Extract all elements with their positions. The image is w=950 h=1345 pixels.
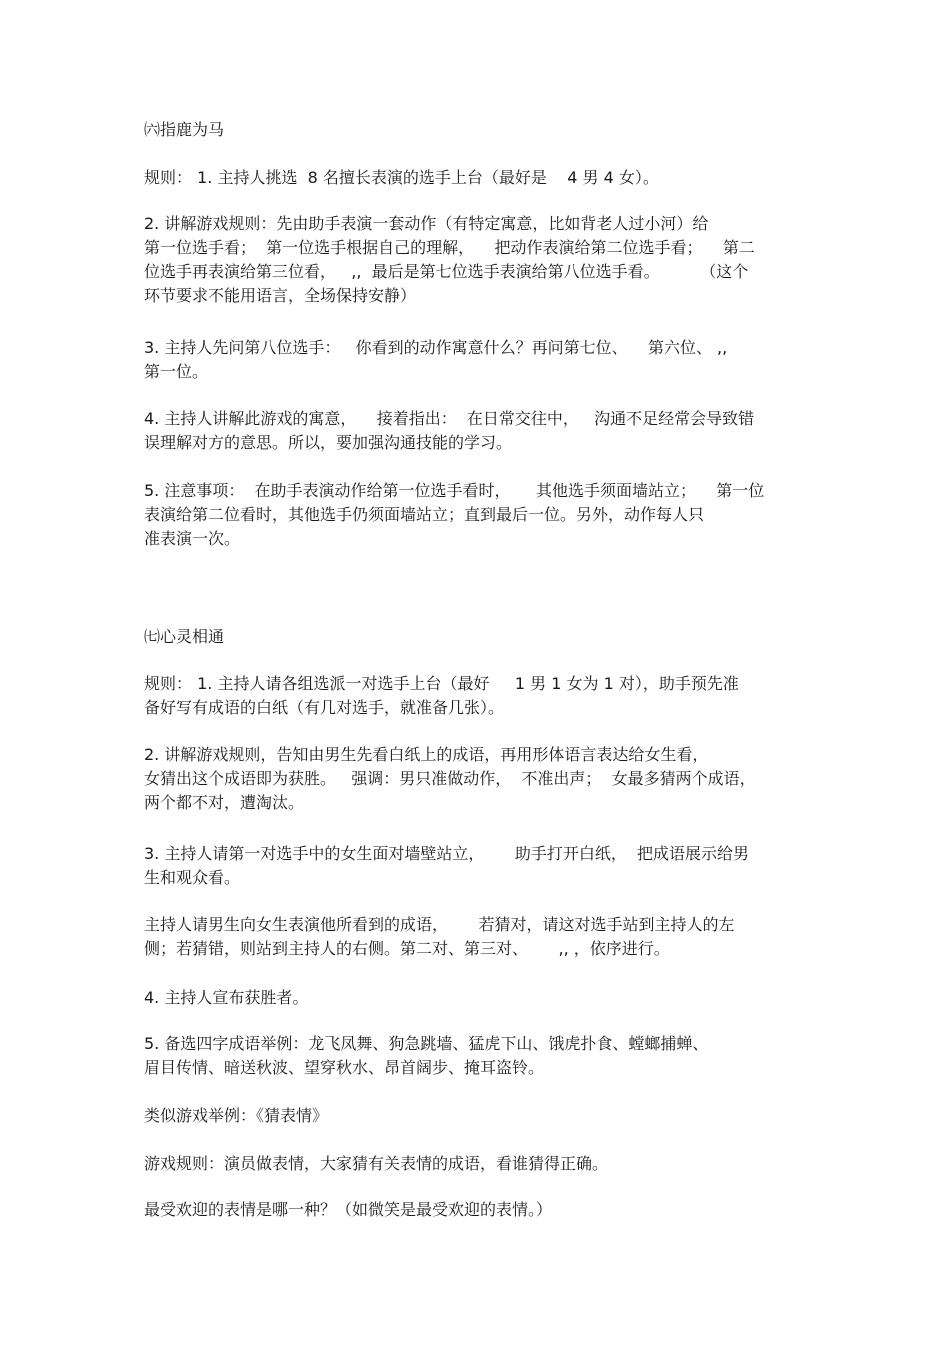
- section-6-rule-3: [144, 336, 824, 384]
- text-line: 位选手再表演给第三位看， ,, 最后是第七位选手表演给第八位选手看。 （这个: [144, 262, 749, 281]
- text-line: 女猜出这个成语即为获胜。 强调：男只准做动作， 不准出声； 女最多猜两个成语，: [144, 769, 756, 788]
- section-6-rule-2: [144, 212, 824, 308]
- section-7-rule-4: [144, 986, 824, 1010]
- text-line: 表演给第二位看时，其他选手仍须面墙站立；直到最后一位。另外，动作每人只: [144, 505, 705, 524]
- section-6-title: [144, 118, 824, 142]
- text-line: 3. 主持人请第一对选手中的女生面对墙壁站立， 助手打开白纸， 把成语展示给男: [144, 844, 750, 863]
- text-line: 规则： 1. 主持人请各组选派一对选手上台（最好 1 男 1 女为 1 对），助手预先准: [144, 674, 739, 693]
- similar-game: [144, 1104, 824, 1128]
- section-6-rule-5: [144, 479, 824, 551]
- section-7-rule-2: [144, 743, 824, 815]
- text-line: 备好写有成语的白纸（有几对选手，就准备几张）。: [144, 698, 505, 717]
- text-line: 第一位。: [144, 362, 209, 381]
- section-7-rule-3: [144, 842, 824, 890]
- text-line: 最受欢迎的表情是哪一种？（如微笑是最受欢迎的表情。）: [144, 1200, 553, 1219]
- text-line: 游戏规则：演员做表情，大家猜有关表情的成语，看谁猜得正确。: [144, 1154, 609, 1173]
- section-6-rule-4: [144, 407, 824, 455]
- heading: ㈦心灵相通: [144, 627, 225, 646]
- text-line: 环节要求不能用语言，全场保持安静）: [144, 286, 417, 305]
- text-line: 误理解对方的意思。所以，要加强沟通技能的学习。: [144, 433, 513, 452]
- text-line: 2. 讲解游戏规则：先由助手表演一套动作（有特定寓意，比如背老人过小河）给: [144, 214, 709, 233]
- game-rule: [144, 1152, 824, 1176]
- text-line: 规则： 1. 主持人挑选 8 名擅长表演的选手上台（最好是 4 男 4 女）。: [144, 168, 659, 187]
- text-line: 5. 备选四字成语举例：龙飞凤舞、狗急跳墙、猛虎下山、饿虎扑食、螳螂捕蝉、: [144, 1034, 709, 1053]
- text-line: 2. 讲解游戏规则，告知由男生先看白纸上的成语，再用形体语言表达给女生看，: [144, 745, 709, 764]
- text-line: 两个都不对，遭淘汰。: [144, 793, 305, 812]
- text-line: 第一位选手看； 第一位选手根据自己的理解， 把动作表演给第二位选手看； 第二: [144, 238, 755, 257]
- text-line: 眉目传情、暗送秋波、望穿秋水、昂首阔步、掩耳盗铃。: [144, 1058, 545, 1077]
- text-line: 类似游戏举例：《猜表情》: [144, 1106, 329, 1125]
- text-line: 3. 主持人先问第八位选手： 你看到的动作寓意什么？再问第七位、 第六位、 ,,: [144, 338, 728, 357]
- question: [144, 1198, 824, 1222]
- text-line: 侧；若猜错，则站到主持人的右侧。第二对、第三对、 ,, ，依序进行。: [144, 939, 670, 958]
- text-line: 4. 主持人讲解此游戏的寓意， 接着指出： 在日常交往中， 沟通不足经常会导致错: [144, 409, 755, 428]
- section-7-title: [144, 625, 824, 649]
- text-line: 5. 注意事项： 在助手表演动作给第一位选手看时， 其他选手须面墙站立； 第一位: [144, 481, 765, 500]
- section-7-paragraph: [144, 913, 824, 961]
- section-7-rule-5: [144, 1032, 824, 1080]
- section-7-rule-1: [144, 672, 824, 720]
- text-line: 准表演一次。: [144, 529, 241, 548]
- text-line: 生和观众看。: [144, 868, 241, 887]
- text-line: 4. 主持人宣布获胜者。: [144, 988, 309, 1007]
- text-line: 主持人请男生向女生表演他所看到的成语， 若猜对，请这对选手站到主持人的左: [144, 915, 735, 934]
- heading: ㈥指鹿为马: [144, 120, 225, 139]
- section-6-rule-1: [144, 166, 824, 190]
